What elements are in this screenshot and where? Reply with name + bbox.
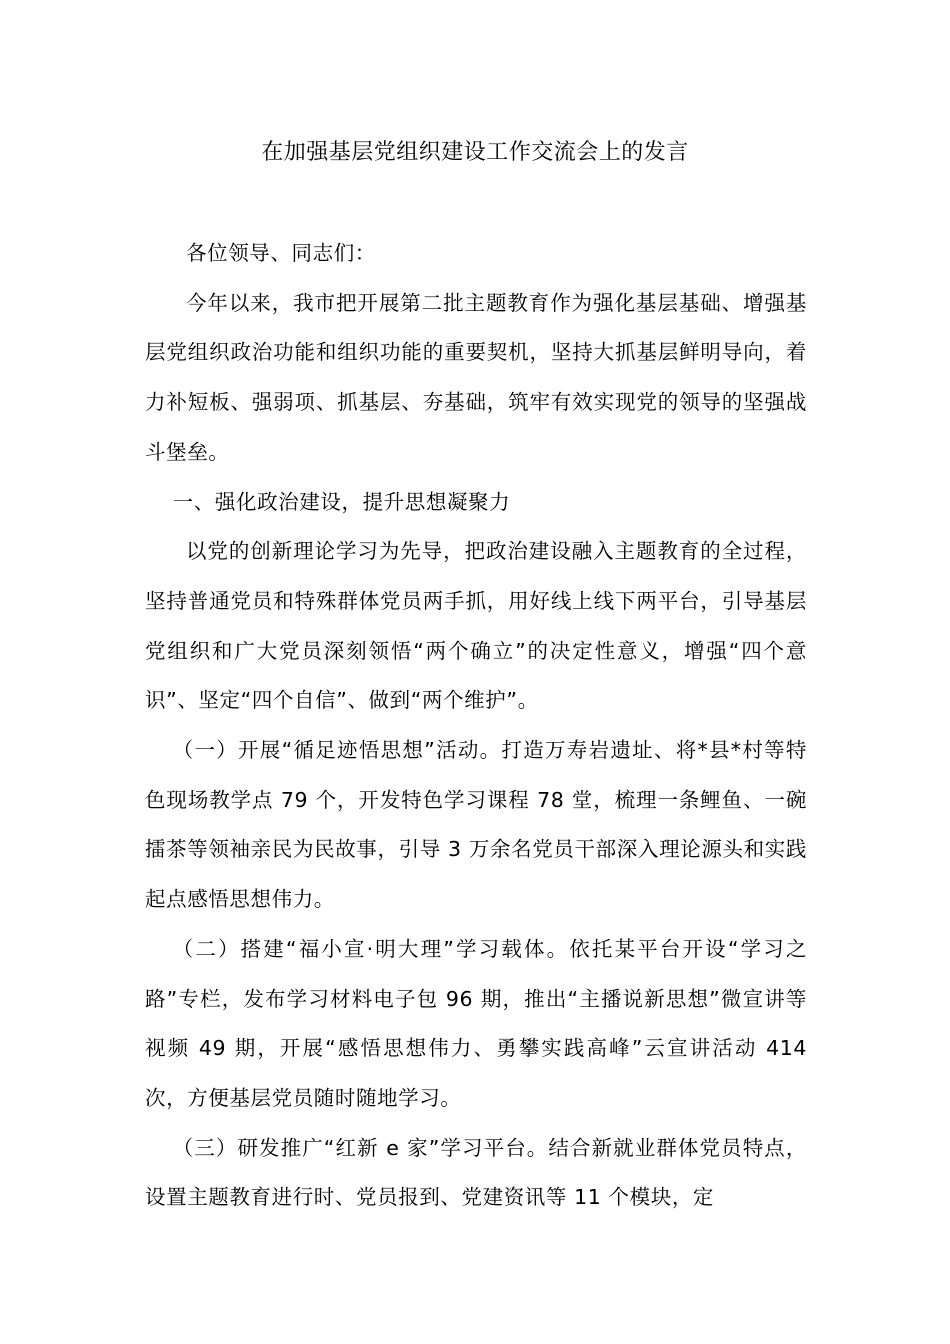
section-intro-paragraph: 以党的创新理论学习为先导，把政治建设融入主题教育的全过程，坚持普通党员和特殊群体党员两手抓，用好线上线下两平台，引导基层党组织和广大党员深刻领悟“两个确立”的决定性意义，增强“四个意识”、坚定“四个自信”、做到“两个维护”。 bbox=[145, 539, 807, 713]
item-2-paragraph: （二）搭建“福小宣·明大理”学习载体。依托某平台开设“学习之路”专栏，发布学习材料电子包 96 期，推出“主播说新思想”微宣讲等视频 49 期，开展“感悟思想伟力、勇攀实践高峰”云宣讲活动 414 次，方便基层党员随时随地学习。 bbox=[145, 936, 807, 1110]
intro-paragraph: 今年以来，我市把开展第二批主题教育作为强化基层基础、增强基层党组织政治功能和组织功能的重要契机，坚持大抓基层鲜明导向，着力补短板、强弱项、抓基层、夯基础，筑牢有效实现党的领导的坚强战斗堡垒。 bbox=[145, 290, 807, 464]
section-heading: 一、强化政治建设，提升思想凝聚力 bbox=[172, 489, 511, 514]
document-title: 在加强基层党组织建设工作交流会上的发言 bbox=[261, 140, 689, 165]
item-1-paragraph: （一）开展“循足迹悟思想”活动。打造万寿岩遗址、将*县*村等特色现场教学点 79 个，开发特色学习课程 78 堂，梳理一条鲤鱼、一碗擂茶等领袖亲民为民故事，引导 3 万余名党员干部深入理论源头和实践起点感悟思想伟力。 bbox=[145, 738, 807, 912]
document-body bbox=[145, 229, 807, 1223]
item-3-paragraph: （三）研发推广“红新 e 家”学习平台。结合新就业群体党员特点，设置主题教育进行时、党员报到、党建资讯等 11 个模块，定 bbox=[145, 1135, 807, 1210]
salutation-paragraph: 各位领导、同志们： bbox=[186, 241, 376, 265]
